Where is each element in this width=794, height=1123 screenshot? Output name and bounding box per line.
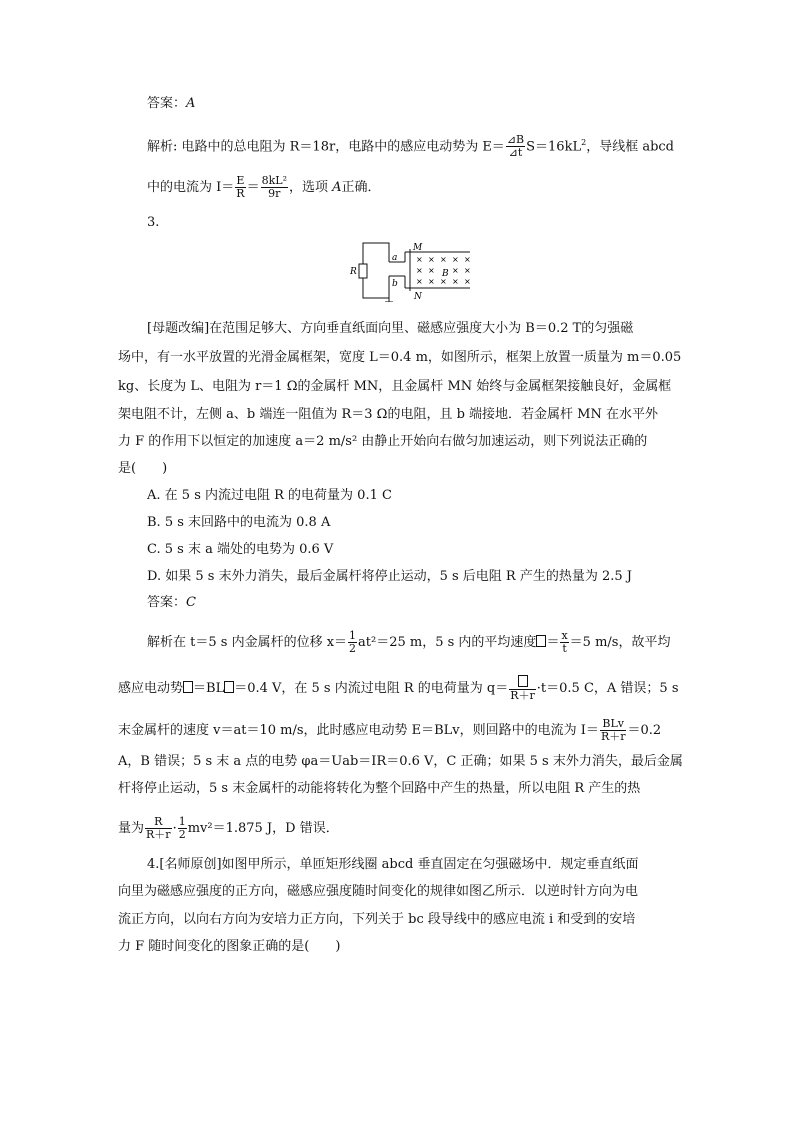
answer-value: C bbox=[186, 595, 196, 610]
fraction-denominator: R＋r bbox=[510, 689, 535, 702]
fraction-numerator: 8kL² bbox=[261, 174, 287, 187]
field-cross: × bbox=[416, 277, 423, 286]
option-letter: A bbox=[332, 180, 342, 195]
option-d: D. 如果 5 s 末外力消失，最后金属杆将停止运动，5 s 后电阻 R 产生的热量为 2.5 J bbox=[147, 569, 632, 584]
fraction-numerator: BLv bbox=[600, 718, 627, 731]
fraction bbox=[178, 816, 187, 841]
analysis-text: ·t＝0.5 C，A 错误；5 s bbox=[536, 681, 679, 696]
label-R: R bbox=[350, 267, 357, 277]
answer-label: 答案： bbox=[147, 96, 187, 111]
fraction-denominator: R＋r bbox=[600, 730, 626, 743]
analysis-line-5: 杆将停止运动，5 s 末金属杆的动能将转化为整个回路中产生的热量，所以电阻 R 产生的热 bbox=[118, 781, 641, 796]
fraction-denominator: 9r bbox=[268, 187, 281, 200]
fraction bbox=[509, 675, 536, 702]
analysis-line-4: A，B 错误；5 s 末 a 点的电势 φa＝Uab＝IR＝0.6 V，C 正确；如果 5 s 末外力消失，最后金属 bbox=[118, 754, 683, 769]
fraction-denominator: ⊿t bbox=[508, 146, 523, 160]
q4-line: 力 F 随时间变化的图象正确的是( ) bbox=[118, 939, 341, 954]
label-B: B bbox=[442, 269, 449, 279]
field-cross: × bbox=[428, 266, 435, 275]
answer-value: A bbox=[186, 96, 196, 111]
question-number: 3. bbox=[147, 215, 160, 230]
stem-line: [母题改编]在范围足够大、方向垂直纸面向里、磁感应强度大小为 B＝0.2 T的匀强磁 bbox=[147, 321, 634, 336]
missing-glyph-icon bbox=[518, 675, 528, 687]
stem-line: 架电阻不计，左侧 a、b 端连一阻值为 R＝3 Ω的电阻，且 b 端接地．若金属杆 MN 在水平外 bbox=[118, 407, 658, 422]
answer-line bbox=[147, 594, 196, 612]
analysis-text: 解析: 电路中的总电阻为 R＝18r，电路中的感应电动势为 E＝ bbox=[147, 139, 505, 155]
fraction-numerator: E bbox=[236, 174, 245, 187]
circuit-diagram bbox=[348, 240, 473, 302]
fraction bbox=[600, 718, 627, 743]
fraction-denominator: t bbox=[562, 642, 567, 655]
superscript: 2 bbox=[581, 138, 587, 147]
fraction-denominator: R bbox=[236, 187, 245, 200]
fraction-numerator: 1 bbox=[178, 815, 186, 828]
analysis-line-1 bbox=[147, 134, 674, 159]
label-b: b bbox=[392, 279, 398, 289]
fraction-denominator: R＋r bbox=[146, 828, 171, 841]
stem-line: 力 F 的作用下以恒定的加速度 a＝2 m/s² 由静止开始向右做匀加速运动，则下列说法正确的 bbox=[118, 434, 648, 449]
field-cross: × bbox=[428, 277, 435, 286]
fraction bbox=[560, 630, 568, 655]
field-cross: × bbox=[440, 277, 447, 286]
fraction-denominator: 2 bbox=[349, 642, 357, 655]
field-cross: × bbox=[452, 277, 459, 286]
analysis-text: 中的电流为 I＝ bbox=[147, 180, 235, 195]
fraction-numerator: x bbox=[561, 629, 568, 642]
fraction bbox=[145, 816, 172, 841]
fraction bbox=[235, 175, 245, 200]
field-cross: × bbox=[428, 255, 435, 264]
fraction-denominator: 2 bbox=[178, 828, 186, 841]
field-cross: × bbox=[452, 255, 459, 264]
field-cross: × bbox=[452, 266, 459, 275]
field-cross: × bbox=[416, 266, 423, 275]
analysis-line-3 bbox=[118, 718, 661, 743]
analysis-text: ＝0.2 bbox=[627, 723, 662, 738]
field-cross: × bbox=[416, 255, 423, 264]
field-cross: × bbox=[464, 266, 471, 275]
analysis-text: mv²＝1.875 J，D 错误． bbox=[187, 821, 339, 836]
field-cross: × bbox=[440, 255, 447, 264]
fraction-numerator: R bbox=[145, 816, 172, 829]
analysis-line-2 bbox=[147, 175, 381, 200]
analysis-text: S＝16kL bbox=[526, 139, 582, 155]
analysis-text: ＝0.4 V，在 5 s 内流过电阻 R 的电荷量为 q＝ bbox=[234, 681, 509, 696]
analysis-text: 解析在 t＝5 s 内金属杆的位移 x＝ bbox=[147, 635, 348, 650]
fraction-numerator bbox=[509, 675, 536, 690]
stem-line: 是( ) bbox=[118, 461, 168, 476]
analysis-text: 量为 bbox=[118, 821, 145, 836]
analysis-text: ＝ bbox=[246, 180, 260, 195]
analysis-text: 正确． bbox=[341, 180, 381, 195]
fraction bbox=[261, 175, 288, 200]
stem-line: 场中，有一水平放置的光滑金属框架，宽度 L＝0.4 m，如图所示，框架上放置一质量为 m＝0.05 bbox=[118, 350, 682, 365]
missing-glyph-icon bbox=[224, 681, 234, 693]
analysis-text: at²＝25 m，5 s 内的平均速度 bbox=[358, 635, 537, 650]
stem-line: kg、长度为 L、电阻为 r＝1 Ω的金属杆 MN，且金属杆 MN 始终与金属框架接触良好，金属框 bbox=[118, 379, 672, 394]
option-c: C. 5 s 末 a 端处的电势为 0.6 V bbox=[147, 542, 334, 557]
analysis-text: 末金属杆的速度 v＝at＝10 m/s，此时感应电动势 E＝BLv，则回路中的电流为 I＝ bbox=[118, 723, 599, 738]
analysis-line-6 bbox=[118, 816, 339, 841]
fraction bbox=[506, 134, 525, 159]
q4-line: 向里为磁感应强度的正方向，磁感应强度随时间变化的规律如图乙所示．以逆时针方向为电 bbox=[118, 884, 639, 899]
analysis-text: ＝5 m/s，故平均 bbox=[569, 635, 671, 650]
fraction bbox=[348, 630, 357, 655]
analysis-text: ＝BL bbox=[193, 681, 225, 696]
analysis-text: · bbox=[172, 821, 177, 836]
missing-glyph-icon bbox=[183, 681, 193, 693]
field-cross: × bbox=[464, 277, 471, 286]
q4-line: 流正方向，以向右方向为安培力正方向，下列关于 bc 段导线中的感应电流 i 和受到的安培 bbox=[118, 912, 636, 927]
analysis-text: 感应电动势 bbox=[118, 681, 184, 696]
q4-line: 4.[名师原创]如图甲所示，单匝矩形线圈 abcd 垂直固定在匀强磁场中．规定垂直纸面 bbox=[147, 857, 639, 872]
field-cross: × bbox=[464, 255, 471, 264]
fraction-numerator: ⊿B bbox=[506, 133, 525, 147]
analysis-line-2 bbox=[118, 675, 679, 702]
analysis-text: ，导线框 abcd bbox=[586, 139, 674, 155]
analysis-text: ，选项 bbox=[288, 180, 333, 195]
fraction-numerator: 1 bbox=[349, 629, 357, 642]
answer-label: 答案： bbox=[147, 595, 187, 610]
label-M: M bbox=[413, 243, 423, 253]
analysis-line-1 bbox=[147, 630, 670, 655]
label-N: N bbox=[414, 292, 422, 302]
analysis-text: ＝ bbox=[546, 635, 560, 650]
label-a: a bbox=[392, 253, 398, 263]
answer-line bbox=[147, 95, 195, 113]
missing-glyph-icon bbox=[536, 635, 546, 647]
option-b: B. 5 s 末回路中的电流为 0.8 A bbox=[147, 515, 331, 530]
option-a: A. 在 5 s 内流过电阻 R 的电荷量为 0.1 C bbox=[147, 488, 392, 503]
